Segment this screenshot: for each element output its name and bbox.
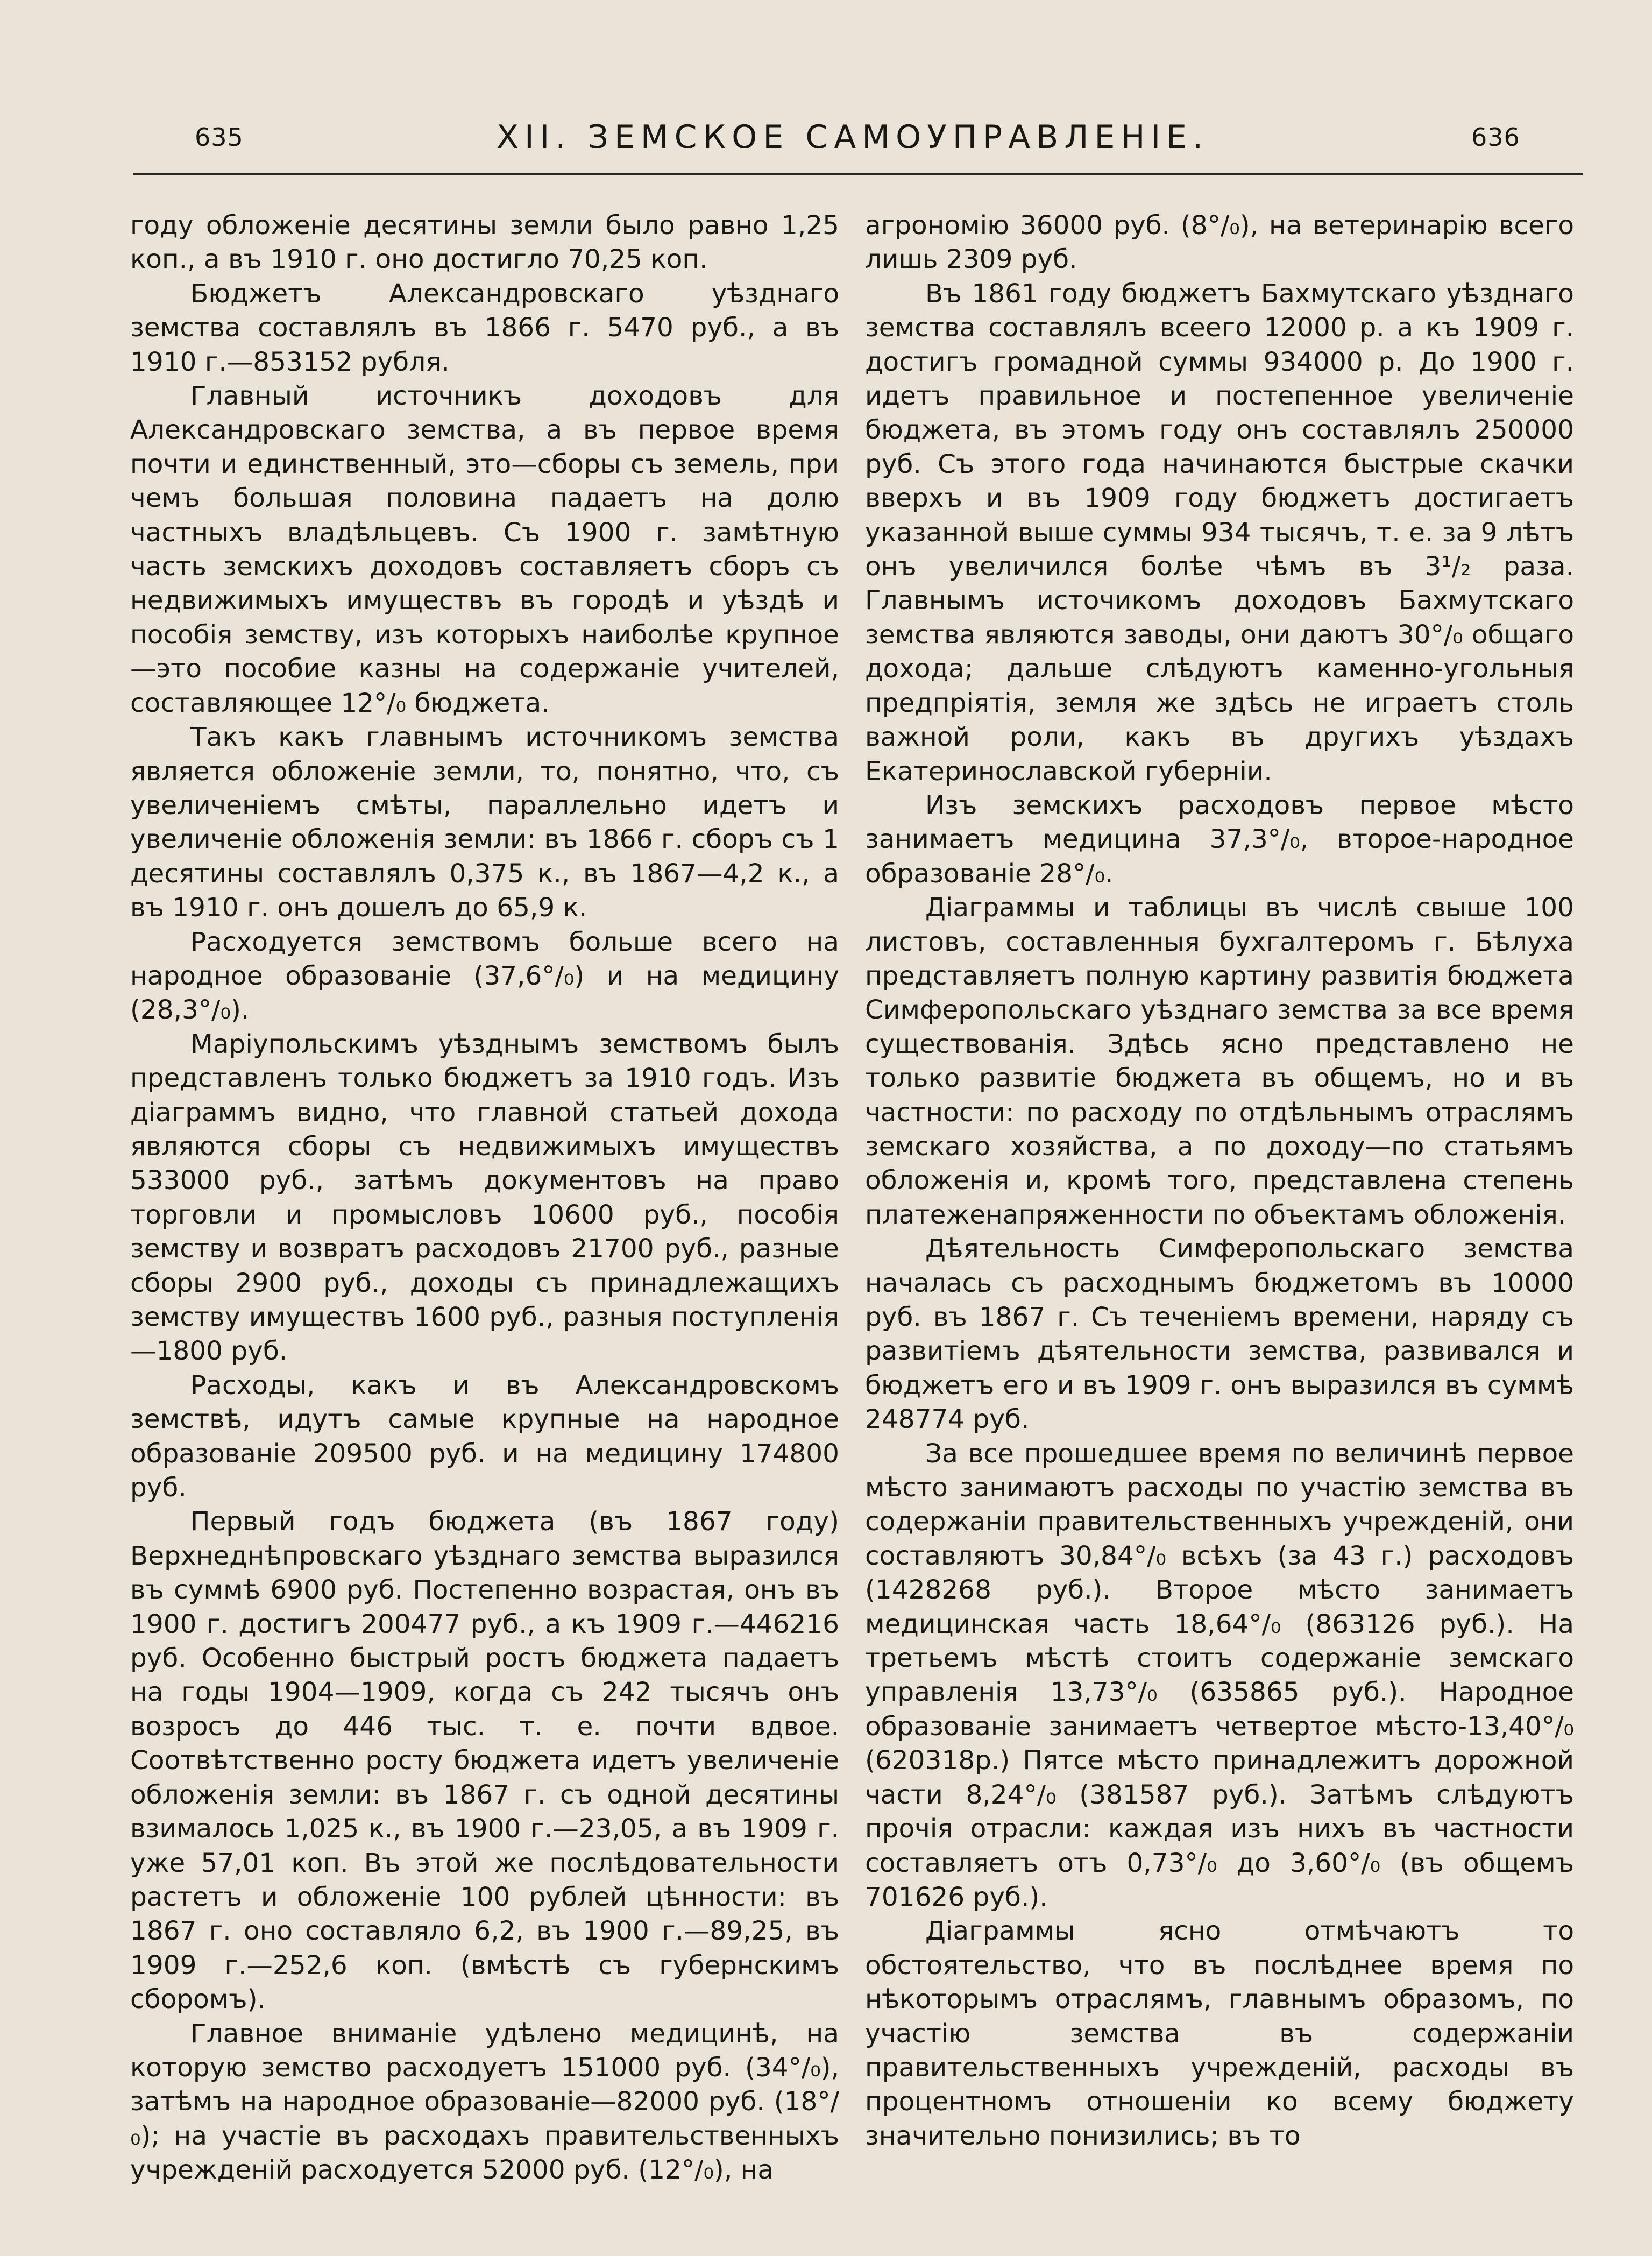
text-column-left xyxy=(130,209,839,2210)
paragraph: Дiаграммы и таблицы въ числѣ свыше 100 листовъ, составленныя бухгалтеромъ г. Бѣлуха представляетъ полную картину развитiя бюджета Симферопольскаго уѣзднаго земства за все время существованiя. Здѣсь ясно представлено не только развитiе бюджета въ общемъ, но и въ частности: по расходу по отдѣльнымъ отраслямъ земскаго хозяйства, а по доходу—по статьямъ обложенiя и, кромѣ того, представлена степень платеженапряженности по объектамъ обложенiя. xyxy=(865,893,1574,1230)
running-head-title: XII. ЗЕМСКОЕ САМОУПРАВЛЕНIЕ. xyxy=(496,118,1209,156)
paragraph: Марiупольскимъ уѣзднымъ земствомъ былъ представленъ только бюджетъ за 1910 годъ. Изъ дiаграммъ видно, что главной статьей дохода являются сборы съ недвижимыхъ имуществъ 533000 руб., затѣмъ документовъ на право торговли и промысловъ 10600 руб., пособiя земству и возвратъ расходовъ 21700 руб., разные сборы 2900 руб., доходы съ принадлежащихъ земству имуществъ 1600 руб., разныя поступленiя—1800 руб. xyxy=(130,1029,839,1367)
paragraph: агрономiю 36000 руб. (8°/₀), на ветеринарiю всего лишь 2309 руб. xyxy=(865,210,1574,275)
paragraph: За все прошедшее время по величинѣ первое мѣсто занимаютъ расходы по участiю земства въ содержанiи правительственныхъ учрежденiй, они составляютъ 30,84°/₀ всѣхъ (за 43 г.) расходовъ (1428268 руб.). Второе мѣсто занимаетъ медицинская часть 18,64°/₀ (863126 руб.). На третьемъ мѣстѣ стоитъ содержанiе земскаго управленiя 13,73°/₀ (635865 руб.). Народное образованiе занимаетъ четвертое мѣсто-13,40°/₀ (620318р.) Пятсе мѣсто принадлежитъ дорожной части 8,24°/₀ (381587 руб.). Затѣмъ слѣдуютъ прочiя отрасли: каждая изъ нихъ въ частности составляетъ отъ 0,73°/₀ до 3,60°/₀ (въ общемъ 701626 руб.). xyxy=(865,1438,1574,1912)
paragraph: Главный источникъ доходовъ для Александровскаго земства, а въ первое время почти и единственный, это—сборы съ земель, при чемъ большая половина падаетъ на долю частныхъ владѣльцевъ. Съ 1900 г. замѣтную часть земскихъ доходовъ составляетъ сборъ съ недвижимыхъ имуществъ въ городѣ и уѣздѣ и пособiя земству, изъ которыхъ наиболѣе крупное—это пособие казны на содержанiе учителей, составляющее 12°/₀ бюджета. xyxy=(130,381,839,718)
paragraph: Дiаграммы ясно отмѣчаютъ то обстоятельство, что въ послѣднее время по нѣкоторымъ отраслямъ, главнымъ образомъ, по участiю земства въ содержанiи правительственныхъ учрежденiй, расходы въ процентномъ отношенiи ко всему бюджету значительно понизились; въ то xyxy=(865,1916,1574,2151)
paragraph: году обложенiе десятины земли было равно 1,25 коп., а въ 1910 г. оно достигло 70,25 коп. xyxy=(130,210,839,275)
page-number-right: 636 xyxy=(1471,123,1520,152)
paragraph: Бюджетъ Александровскаго уѣзднаго земства составлялъ въ 1866 г. 5470 руб., а въ 1910 г.—853152 рубля. xyxy=(130,278,839,377)
text-column-right xyxy=(865,209,1574,2210)
paragraph: Первый годъ бюджета (въ 1867 году) Верхнеднѣпровскаго уѣзднаго земства выразился въ суммѣ 6900 руб. Постепенно возрастая, онъ въ 1900 г. достигъ 200477 руб., а къ 1909 г.—446216 руб. Особенно быстрый ростъ бюджета падаетъ на годы 1904—1909, когда съ 242 тысячъ онъ возросъ до 446 тыс. т. е. почти вдвое. Соотвѣтственно росту бюджета идетъ увеличенiе обложенiя земли: въ 1867 г. съ одной десятины взималось 1,025 к., въ 1900 г.—23,05, а въ 1909 г. уже 57,01 коп. Въ этой же послѣдовательности растетъ и обложенiе 100 рублей цѣнности: въ 1867 г. оно составляло 6,2, въ 1900 г.—89,25, въ 1909 г.—252,6 коп. (вмѣстѣ съ губернскимъ сборомъ). xyxy=(130,1507,839,2015)
paragraph: Расходы, какъ и въ Александровскомъ земствѣ, идутъ самые крупные на народное образованiе 209500 руб. и на медицину 174800 руб. xyxy=(130,1370,839,1503)
header-rule xyxy=(133,173,1583,175)
paragraph: Расходуется земствомъ больше всего на народное образованiе (37,6°/₀) и на медицину (28,3°/₀). xyxy=(130,927,839,1026)
page-header xyxy=(0,0,1652,183)
page-number-left: 635 xyxy=(195,123,244,152)
paragraph: Въ 1861 году бюджетъ Бахмутскаго уѣзднаго земства составлялъ всеего 12000 р. а къ 1909 г. достигъ громадной суммы 934000 р. До 1900 г. идетъ правильное и постепенное увеличенiе бюджета, въ этомъ году онъ составлялъ 250000 руб. Съ этого года начинаются быстрые скачки вверхъ и въ 1909 году бюджетъ достигаетъ указанной выше суммы 934 тысячъ, т. е. за 9 лѣтъ онъ увеличился болѣе чѣмъ въ 3¹/₂ раза. Главнымъ источикомъ доходовъ Бахмутскаго земства являются заводы, они даютъ 30°/₀ общаго дохода; дальше слѣдуютъ каменно-угольныя предпрiятiя, земля же здѣсь не играетъ столь важной роли, какъ въ другихъ уѣздахъ Екатеринославской губернiи. xyxy=(865,278,1574,787)
paragraph: Главное вниманiе удѣлено медицинѣ, на которую земство расходуетъ 151000 руб. (34°/₀), затѣмъ на народное образованiе—82000 руб. (18°/₀); на участiе въ расходахъ правительственныхъ учрежденiй расходуется 52000 руб. (12°/₀), на xyxy=(130,2018,839,2186)
paragraph: Изъ земскихъ расходовъ первое мѣсто занимаетъ медицина 37,3°/₀, второе-народное образованiе 28°/₀. xyxy=(865,790,1574,889)
paragraph: Такъ какъ главнымъ источникомъ земства является обложенiе земли, то, понятно, что, съ увеличенiемъ смѣты, параллельно идетъ и увеличенiе обложенiя земли: въ 1866 г. сборъ съ 1 десятины составлялъ 0,375 к., въ 1867—4,2 к., а въ 1910 г. онъ дошелъ до 65,9 к. xyxy=(130,722,839,923)
paragraph: Дѣятельность Симферопольскаго земства началась съ расходнымъ бюджетомъ въ 10000 руб. въ 1867 г. Съ теченiемъ времени, наряду съ развитiемъ дѣятельности земства, развивался и бюджетъ его и въ 1909 г. онъ выразился въ суммѣ 248774 руб. xyxy=(865,1234,1574,1435)
